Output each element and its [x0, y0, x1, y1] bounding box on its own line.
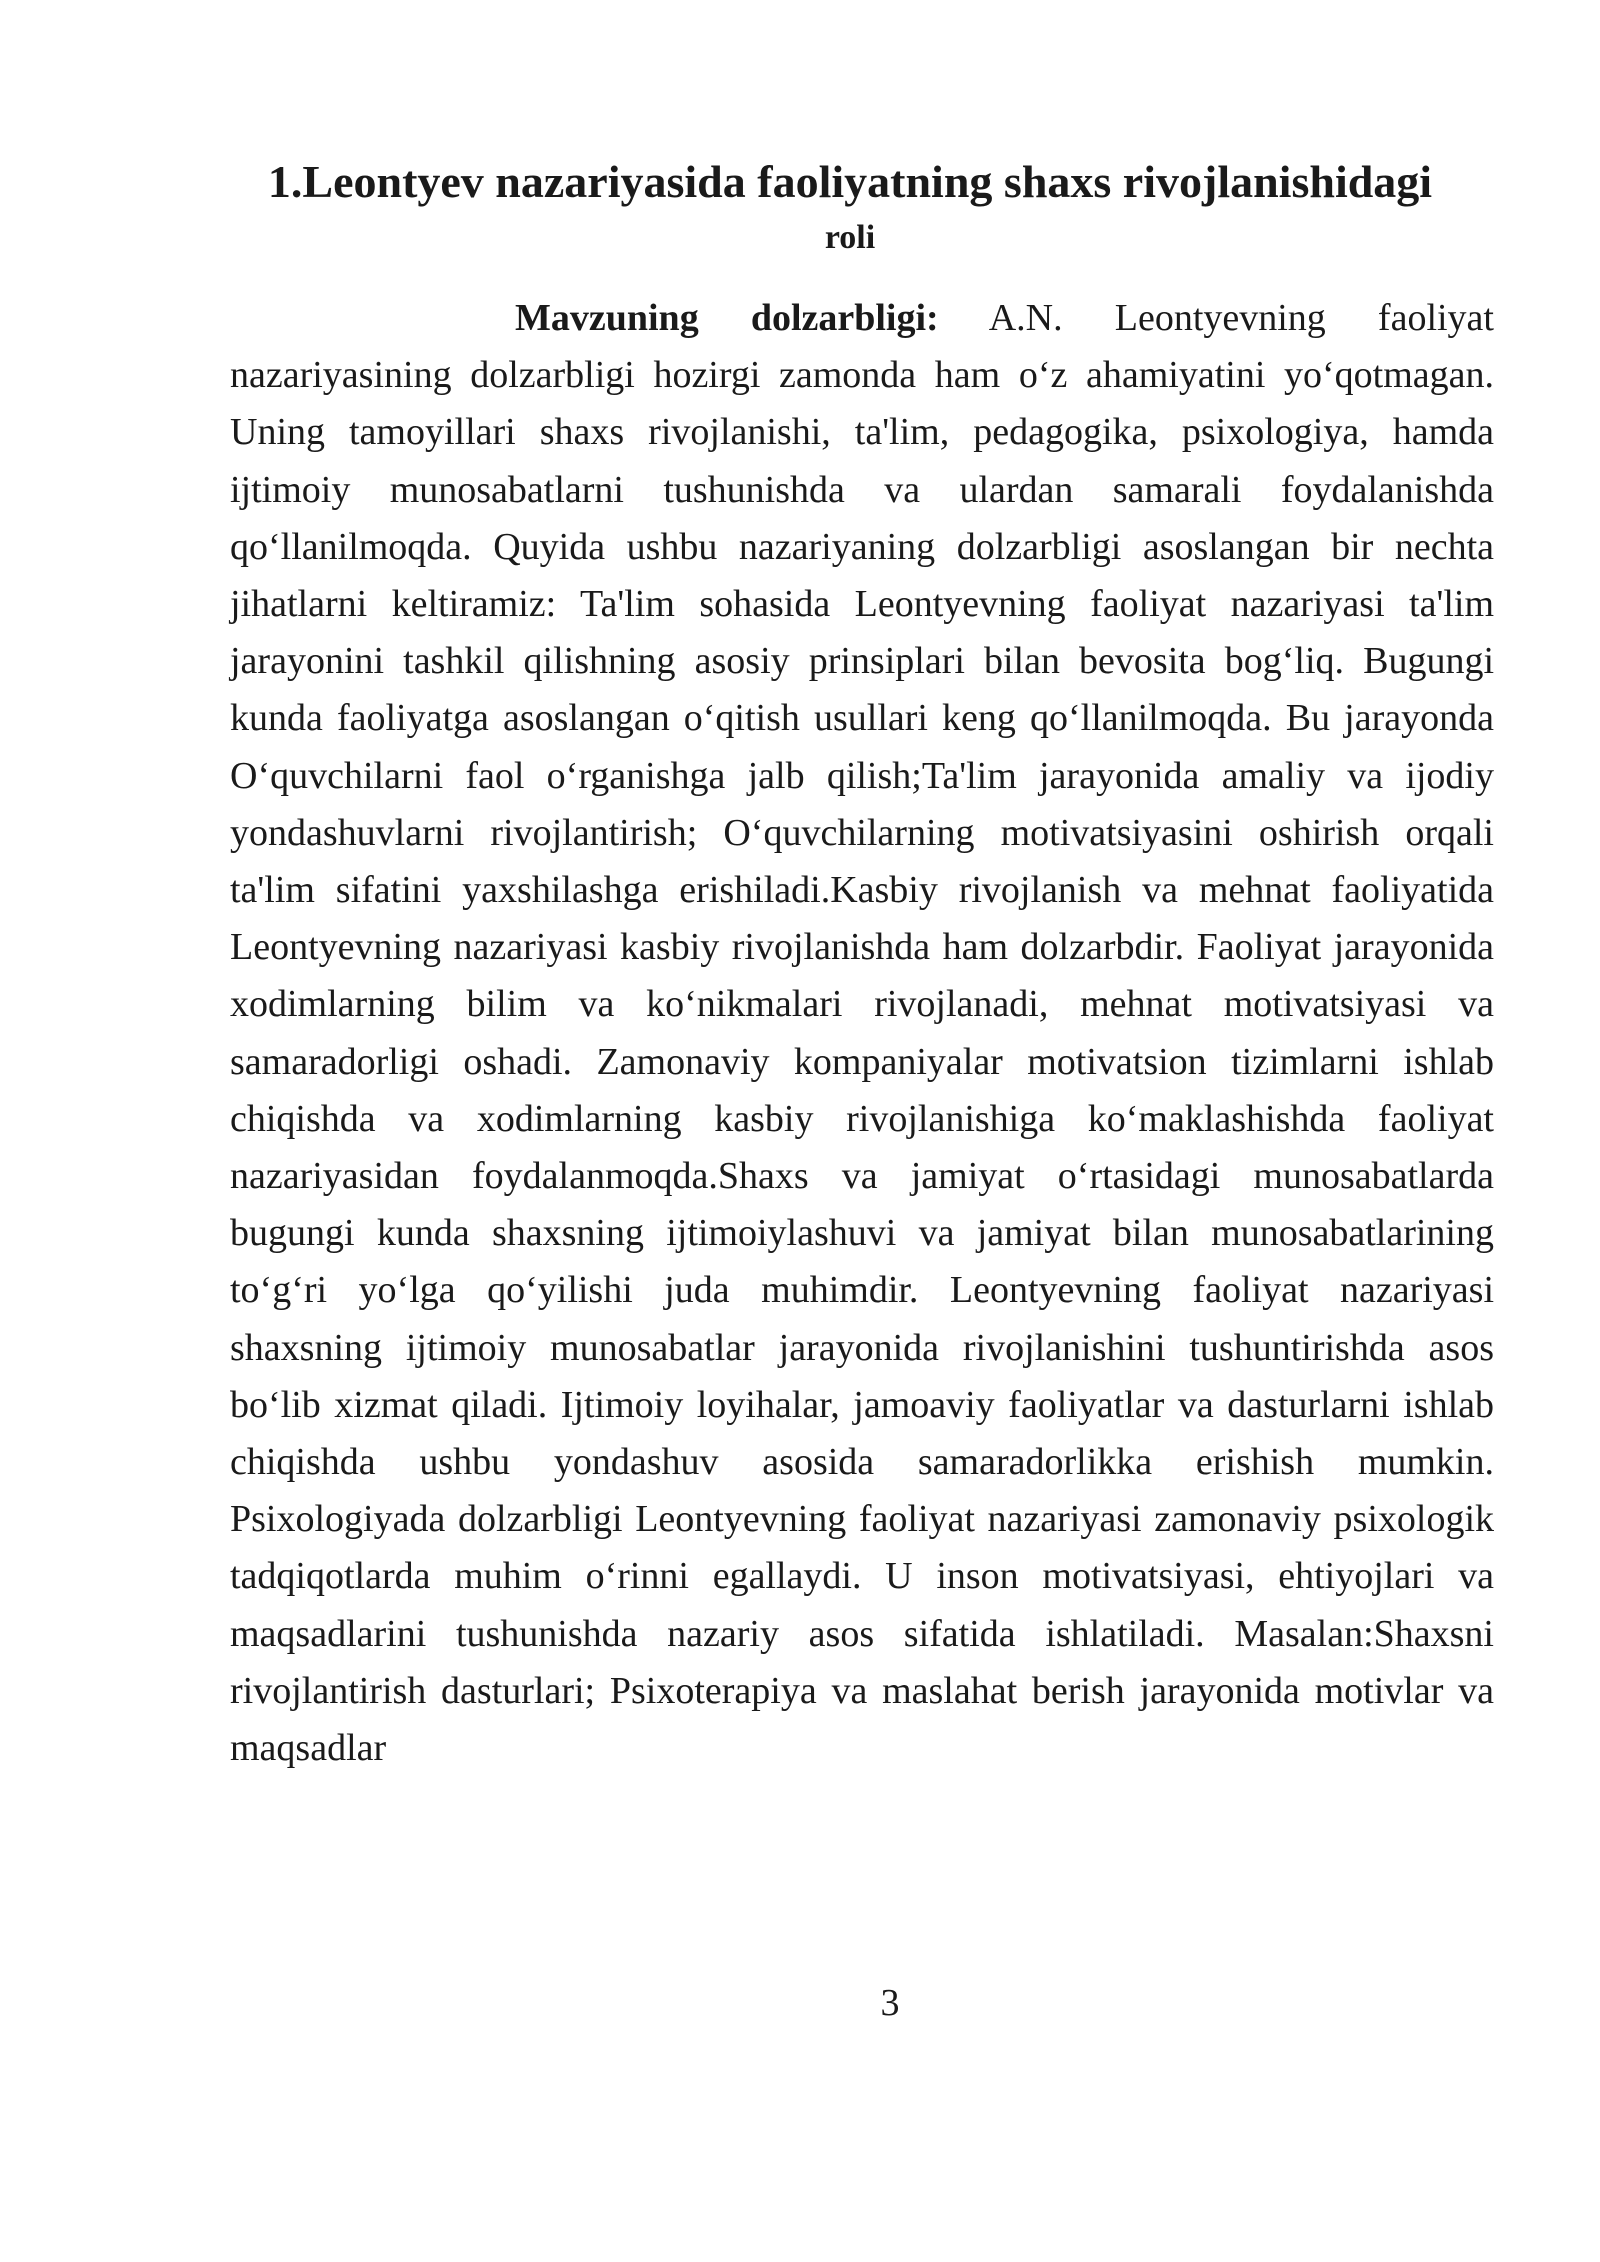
page-number: 3	[880, 1982, 900, 2024]
body-paragraph	[230, 290, 1494, 1777]
paragraph-text: A.N. Leontyevning faoliyat nazariyasining dolzarbligi hozirgi zamonda ham o‘z ahamiyatini yo‘qotmagan. Uning tamoyillari shaxs rivojlanishi, ta'lim, pedagogika, psixologiya, hamda ijtimoiy munosabatlarni tushunishda va ulardan samarali foydalanishda qo‘llanilmoqda. Quyida ushbu nazariyaning dolzarbligi asoslangan bir nechta jihatlarni keltiramiz: Ta'lim sohasida Leontyevning faoliyat nazariyasi ta'lim jarayonini tashkil qilishning asosiy prinsiplari bilan bevosita bog‘liq. Bugungi kunda faoliyatga asoslangan o‘qitish usullari keng qo‘llanilmoqda. Bu jarayonda O‘quvchilarni faol o‘rganishga jalb qilish;Ta'lim jarayonida amaliy va ijodiy yondashuvlarni rivojlantirish; O‘quvchilarning motivatsiyasini oshirish orqali ta'lim sifatini yaxshilashga erishiladi.Kasbiy rivojlanish va mehnat faoliyatida Leontyevning nazariyasi kasbiy rivojlanishda ham dolzarbdir. Faoliyat jarayonida xodimlarning bilim va ko‘nikmalari rivojlanadi, mehnat motivatsiyasi va samaradorligi oshadi. Zamonaviy kompaniyalar motivatsion tizimlarni ishlab chiqishda va xodimlarning kasbiy rivojlanishiga ko‘maklashishda faoliyat nazariyasidan foydalanmoqda.Shaxs va jamiyat o‘rtasidagi munosabatlarda bugungi kunda shaxsning ijtimoiylashuvi va jamiyat bilan munosabatlarining to‘g‘ri yo‘lga qo‘yilishi juda muhimdir. Leontyevning faoliyat nazariyasi shaxsning ijtimoiy munosabatlar jarayonida rivojlanishini tushuntirishda asos bo‘lib xizmat qiladi. Ijtimoiy loyihalar, jamoaviy faoliyatlar va dasturlarni ishlab chiqishda ushbu yondashuv asosida samaradorlikka erishish mumkin. Psixologiyada dolzarbligi Leontyevning faoliyat nazariyasi zamonaviy psixologik tadqiqotlarda muhim o‘rinni egallaydi. U inson motivatsiyasi, ehtiyojlari va maqsadlarini tushunishda nazariy asos sifatida ishlatiladi. Masalan:Shaxsni rivojlantirish dasturlari; Psixoterapiya va maslahat berish jarayonida motivlar va maqsadlar	[230, 297, 1494, 1770]
title-line-2: roli	[824, 219, 876, 256]
page-title	[200, 152, 1500, 260]
paragraph-lead: Mavzuning dolzarbligi:	[515, 297, 939, 339]
title-line-1: 1.Leontyev nazariyasida faoliyatning shaxs rivojlanishidagi	[267, 156, 1433, 207]
